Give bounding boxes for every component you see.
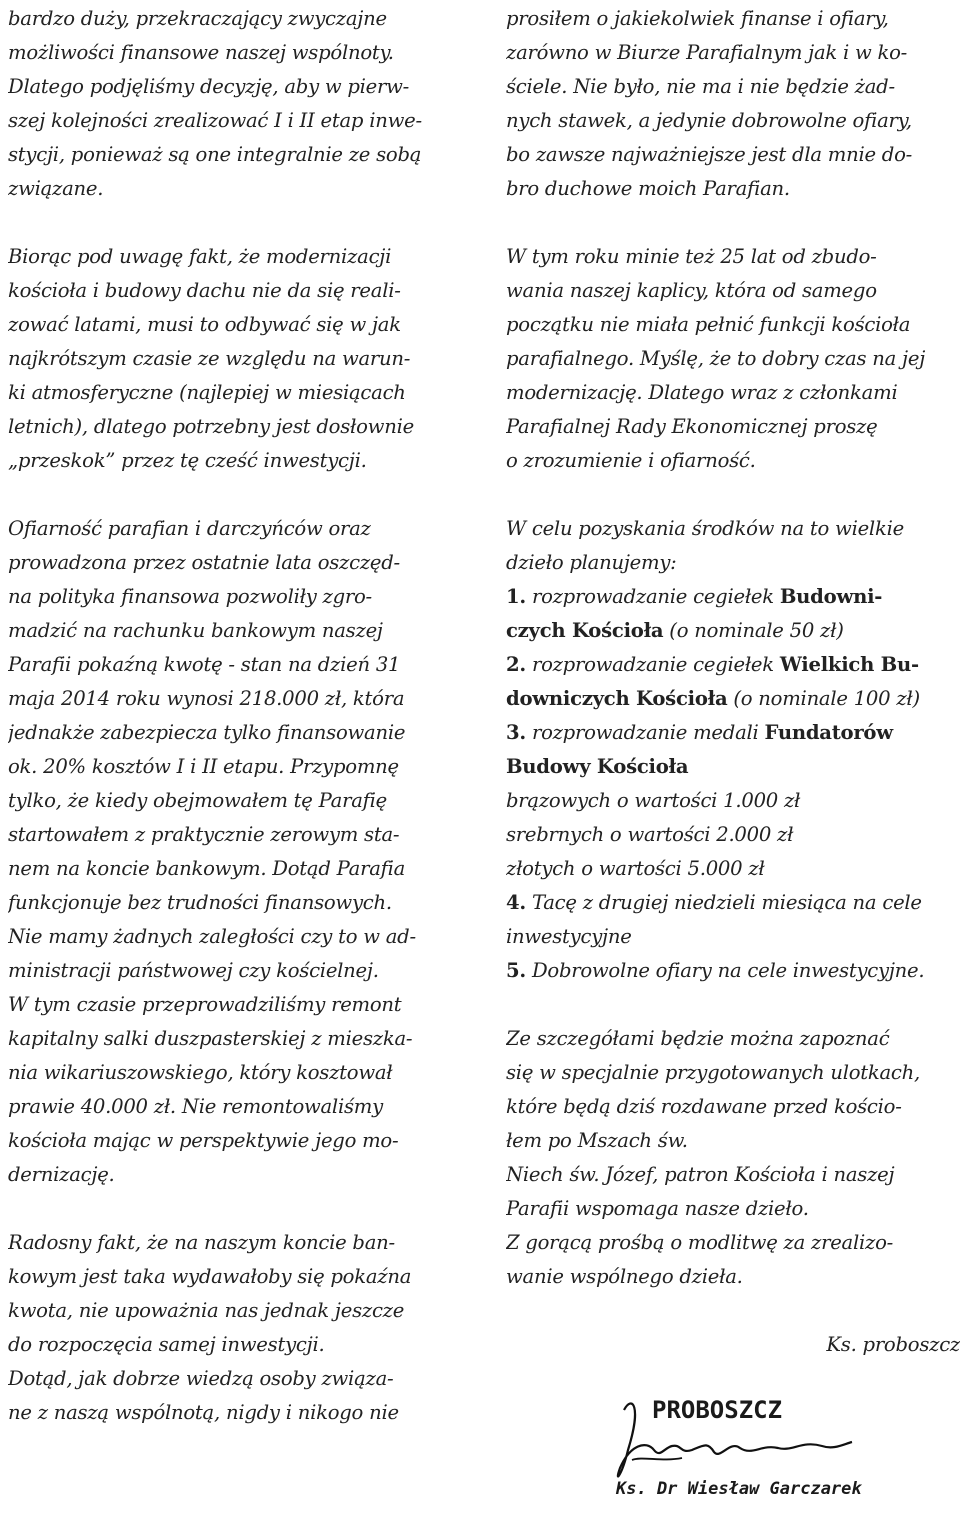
text-line: szej kolejności zrealizować I i II etap inwe- <box>8 109 422 132</box>
plan-item-number: 1. <box>506 585 526 608</box>
text-line: bo zawsze najważniejsze jest dla mnie do- <box>506 143 913 166</box>
plan-item-highlight: Budowy Kościoła <box>506 755 689 778</box>
plan-item-line <box>506 580 960 614</box>
plan-item-line <box>506 750 960 784</box>
text-line: Parafii pokaźną kwotę - stan na dzień 31 <box>8 653 401 676</box>
paragraph-gap <box>8 206 462 240</box>
text-line: Radosny fakt, że na naszym koncie ban- <box>8 1231 395 1254</box>
text-line: które będą dziś rozdawane przed kościo- <box>506 1095 902 1118</box>
plan-item-line <box>506 648 960 682</box>
paragraph-gap <box>8 478 462 512</box>
text-line: się w specjalnie przygotowanych ulotkach, <box>506 1061 921 1084</box>
text-line: Biorąc pod uwagę fakt, że modernizacji <box>8 245 392 268</box>
text-line: tylko, że kiedy obejmowałem tę Parafię <box>8 789 387 812</box>
plan-item-line <box>506 818 960 852</box>
plan-item-line <box>506 886 960 920</box>
paragraph-gap <box>506 206 960 240</box>
text-line: ne z naszą wspólnotą, nigdy i nikogo nie <box>8 1401 399 1424</box>
plan-item-text: rozprowadzanie cegiełek <box>525 653 780 676</box>
text-line: zarówno w Biurze Parafialnym jak i w ko- <box>506 41 908 64</box>
text-line: bardzo duży, przekraczający zwyczajne <box>8 7 387 30</box>
text-line: kapitalny salki duszpasterskiej z mieszka- <box>8 1027 413 1050</box>
text-line: stycji, ponieważ są one integralnie ze sobą <box>8 143 422 166</box>
text-line: nia wikariuszowskiego, który kosztował <box>8 1061 393 1084</box>
plan-item-text: rozprowadzanie medali <box>525 721 765 744</box>
text-line: dernizację. <box>8 1163 115 1186</box>
text-line: kowym jest taka wydawałoby się pokaźna <box>8 1265 412 1288</box>
text-line: startowałem z praktycznie zerowym sta- <box>8 823 400 846</box>
plan-item-line <box>506 784 960 818</box>
plan-item-text: srebrnych o wartości 2.000 zł <box>506 823 794 846</box>
right-intro-text <box>506 2 960 580</box>
text-line: początku nie miała pełnić funkcji kościoła <box>506 313 911 336</box>
text-line: Ofiarność parafian i darczyńców oraz <box>8 517 371 540</box>
text-line: madzić na rachunku bankowym naszej <box>8 619 383 642</box>
right-column <box>506 2 960 1362</box>
text-line: ministracji państwowej czy kościelnej. <box>8 959 379 982</box>
plan-item-number: 4. <box>506 891 526 914</box>
plan-item-number: 3. <box>506 721 526 744</box>
stamp-title: PROBOSZCZ <box>652 1396 783 1424</box>
text-line: kwota, nie upoważnia nas jednak jeszcze <box>8 1299 405 1322</box>
plan-item-line <box>506 682 960 716</box>
text-line: o zrozumienie i ofiarność. <box>506 449 756 472</box>
text-line: letnich), dlatego potrzebny jest dosłownie <box>8 415 414 438</box>
plan-item-text: brązowych o wartości 1.000 zł <box>506 789 801 812</box>
plan-item-line <box>506 852 960 886</box>
text-line: Nie mamy żadnych zaległości czy to w ad- <box>8 925 416 948</box>
paragraph-gap <box>506 1294 960 1328</box>
text-line: dzieło planujemy: <box>506 551 677 574</box>
plan-item-highlight: Budowni- <box>779 585 883 608</box>
text-line: bro duchowe moich Parafian. <box>506 177 790 200</box>
text-line: W tym czasie przeprowadziliśmy remont <box>8 993 402 1016</box>
text-line: Dlatego podjęliśmy decyzję, aby w pierw- <box>8 75 410 98</box>
text-line: Parafialnej Rady Ekonomicznej proszę <box>506 415 878 438</box>
text-line: Z gorącą prośbą o modlitwę za zrealizo- <box>506 1231 893 1254</box>
closing-text <box>506 988 960 1328</box>
plan-item-line <box>506 716 960 750</box>
text-line: prosiłem o jakiekolwiek finanse i ofiary, <box>506 7 889 30</box>
text-line: „przeskok” przez tę cześć inwestycji. <box>8 449 367 472</box>
text-line: wania naszej kaplicy, która od samego <box>506 279 877 302</box>
signature-underline <box>632 1458 682 1460</box>
text-line: Ze szczegółami będzie można zapoznać <box>506 1027 890 1050</box>
text-line: zować latami, musi to odbywać się w jak <box>8 313 401 336</box>
plan-item-highlight: Wielkich Bu- <box>779 653 919 676</box>
text-line: Dotąd, jak dobrze wiedzą osoby związa- <box>8 1367 394 1390</box>
text-line: maja 2014 roku wynosi 218.000 zł, która <box>8 687 405 710</box>
text-line: możliwości finansowe naszej wspólnoty. <box>8 41 394 64</box>
text-line: nem na koncie bankowym. Dotąd Parafia <box>8 857 406 880</box>
plan-item-line <box>506 954 960 988</box>
text-line: związane. <box>8 177 104 200</box>
signature-stamp-graphic <box>602 1390 872 1510</box>
plan-item-number: 2. <box>506 653 526 676</box>
plan-item-text: Tacę z drugiej niedzieli miesiąca na cele <box>525 891 922 914</box>
plan-item-text: rozprowadzanie cegiełek <box>525 585 780 608</box>
text-line: modernizację. Dlatego wraz z członkami <box>506 381 898 404</box>
stamp-name: Ks. Dr Wiesław Garczarek <box>616 1479 862 1499</box>
plan-item-line <box>506 920 960 954</box>
plan-item-text: (o nominale 50 zł) <box>663 619 844 642</box>
text-line: jednakże zabezpiecza tylko finansowanie <box>8 721 406 744</box>
text-line: kościoła mając w perspektywie jego mo- <box>8 1129 399 1152</box>
text-line: ki atmosferyczne (najlepiej w miesiącach <box>8 381 406 404</box>
plan-item-line <box>506 614 960 648</box>
text-line: kościoła i budowy dachu nie da się reali- <box>8 279 401 302</box>
text-line: funkcjonuje bez trudności finansowych. <box>8 891 392 914</box>
plan-item-text: złotych o wartości 5.000 zł <box>506 857 765 880</box>
text-line: wanie wspólnego dzieła. <box>506 1265 743 1288</box>
paragraph-gap <box>506 988 960 1022</box>
text-line: Niech św. Józef, patron Kościoła i naszej <box>506 1163 895 1186</box>
plan-item-text: Dobrowolne ofiary na cele inwestycyjne. <box>525 959 925 982</box>
text-line: najkrótszym czasie ze względu na warun- <box>8 347 411 370</box>
text-line: do rozpoczęcia samej inwestycji. <box>8 1333 325 1356</box>
left-column <box>8 2 462 1430</box>
paragraph-gap <box>506 478 960 512</box>
text-line: W tym roku minie też 25 lat od zbudo- <box>506 245 877 268</box>
plan-item-highlight: downiczych Kościoła <box>506 687 728 710</box>
plan-item-highlight: Fundatorów <box>764 721 893 744</box>
investment-plan-list <box>506 580 960 988</box>
text-line: W celu pozyskania środków na to wielkie <box>506 517 904 540</box>
text-line: ok. 20% kosztów I i II etapu. Przypomnę <box>8 755 399 778</box>
text-line: prowadzona przez ostatnie lata oszczęd- <box>8 551 400 574</box>
text-line: parafialnego. Myślę, że to dobry czas na jej <box>506 347 926 370</box>
text-line: na polityka finansowa pozwoliły zgro- <box>8 585 372 608</box>
text-line: nych stawek, a jedynie dobrowolne ofiary, <box>506 109 912 132</box>
plan-item-text: inwestycyjne <box>506 925 632 948</box>
text-line: prawie 40.000 zł. Nie remontowaliśmy <box>8 1095 383 1118</box>
paragraph-gap <box>8 1192 462 1226</box>
plan-item-number: 5. <box>506 959 526 982</box>
text-line: ściele. Nie było, nie ma i nie będzie żad- <box>506 75 895 98</box>
plan-item-text: (o nominale 100 zł) <box>727 687 920 710</box>
plan-item-highlight: czych Kościoła <box>506 619 664 642</box>
signature-stamp <box>602 1390 872 1510</box>
text-line: Parafii wspomaga nasze dzieło. <box>506 1197 809 1220</box>
text-line: łem po Mszach św. <box>506 1129 688 1152</box>
signoff: Ks. proboszcz <box>826 1333 960 1356</box>
